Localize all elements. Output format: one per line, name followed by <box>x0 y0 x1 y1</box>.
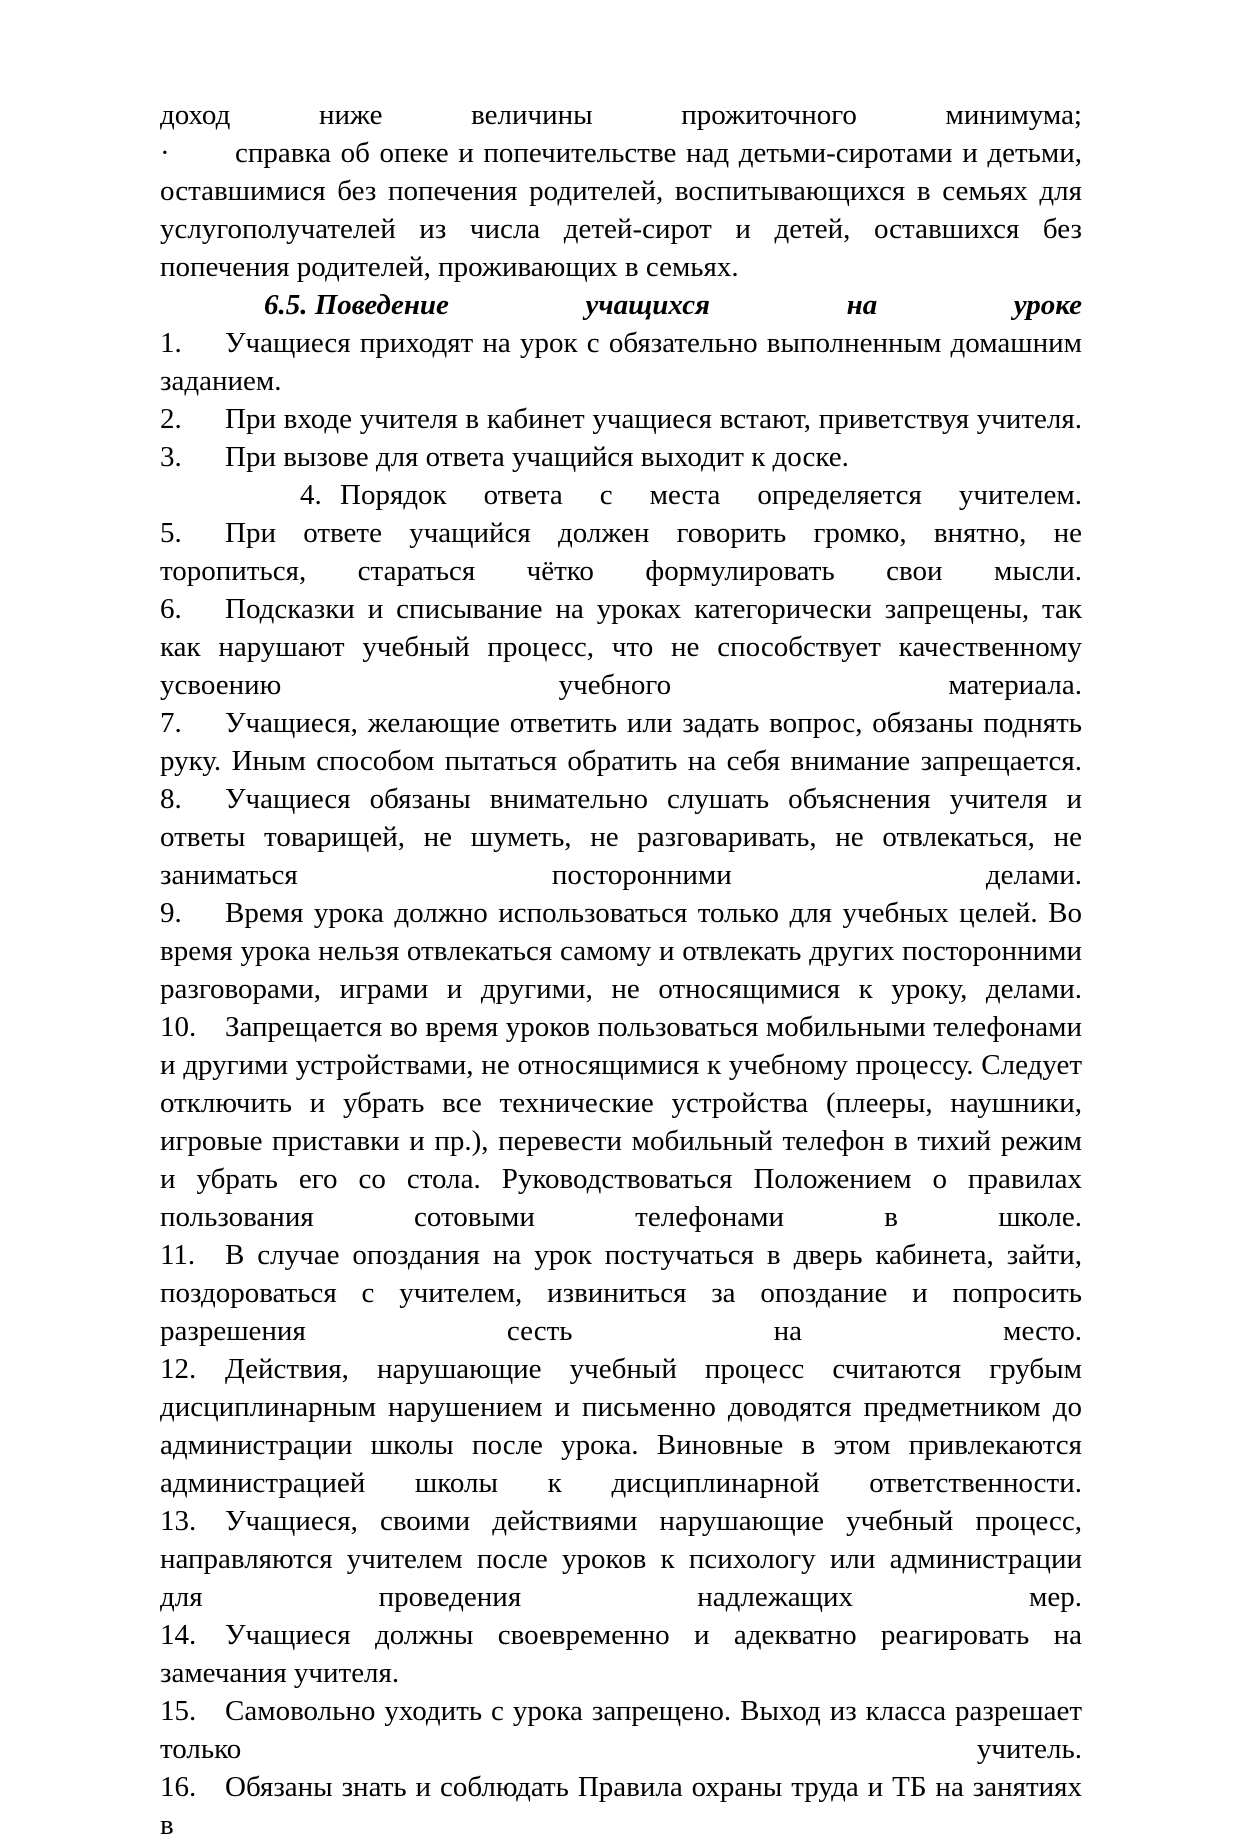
rule-number: 12. <box>160 1353 197 1385</box>
rule-text: Действия, нарушающие учебный процесс считаются грубым дисциплинарным нарушением и письменно доводятся предметником до администрации школы после урока. Виновные в этом привлекаются администрацией школы к дисциплинарной ответственности. <box>160 1353 1082 1499</box>
intro-paragraph-income: доход ниже величины прожиточного минимума; <box>160 99 1082 131</box>
rule-item-6 <box>160 590 1082 704</box>
intro-bullet-guardianship <box>160 134 1082 286</box>
rule-text: Учащиеся обязаны внимательно слушать объяснения учителя и ответы товарищей, не шуметь, не разговаривать, не отвлекаться, не заниматься посторонними делами. <box>160 783 1082 891</box>
rule-text: Обязаны знать и соблюдать Правила охраны труда и ТБ на занятиях в <box>160 1771 1082 1841</box>
rule-text: Порядок ответа с места определяется учителем. <box>340 479 1082 511</box>
intro-bullet-text: справка об опеке и попечительстве над детьми-сиротами и детьми, оставшимися без попечения родителей, воспитывающихся в семьях для услугополучателей из числа детей-сирот и детей, оставшихся без попечения родителей, проживающих в семьях. <box>160 137 1082 283</box>
rule-text: Подсказки и списывание на уроках категорически запрещены, так как нарушают учебный процесс, что не способствует качественному усвоению учебного материала. <box>160 593 1082 701</box>
rule-number: 16. <box>160 1771 197 1803</box>
rule-item-11 <box>160 1236 1082 1350</box>
rule-item-10 <box>160 1008 1082 1236</box>
rule-text: При ответе учащийся должен говорить громко, внятно, не торопиться, стараться чётко формулировать свои мысли. <box>160 517 1082 587</box>
rule-item-14 <box>160 1616 1082 1692</box>
rule-item-4 <box>160 476 1082 514</box>
rule-text: Учащиеся должны своевременно и адекватно реагировать на замечания учителя. <box>160 1619 1082 1689</box>
rule-item-9 <box>160 894 1082 1008</box>
rule-item-5 <box>160 514 1082 590</box>
rule-number: 1. <box>160 327 182 359</box>
rule-number: 8. <box>160 783 182 815</box>
rule-number: 2. <box>160 403 182 435</box>
rule-text: Запрещается во время уроков пользоваться мобильными телефонами и другими устройствами, не относящимися к учебному процессу. Следует отключить и убрать все технические устройства (плееры, наушники, игровые приставки и пр.), перевести мобильный телефон в тихий режим и убрать его со стола. Руководствоваться Положением о правилах пользования сотовыми телефонами в школе. <box>160 1011 1082 1233</box>
rule-number: 7. <box>160 707 182 739</box>
rule-item-3 <box>160 438 1082 476</box>
rule-number: 4. <box>300 479 322 511</box>
bullet-marker: · <box>160 137 170 169</box>
rule-text: В случае опоздания на урок постучаться в дверь кабинета, зайти, поздороваться с учителем, извиниться за опоздание и попросить разрешения сесть на место. <box>160 1239 1082 1347</box>
rule-number: 15. <box>160 1695 197 1727</box>
rule-number: 10. <box>160 1011 197 1043</box>
rule-number: 3. <box>160 441 182 473</box>
rule-text: Учащиеся, своими действиями нарушающие учебный процесс, направляются учителем после уроков к психологу или администрации для проведения надлежащих мер. <box>160 1505 1082 1613</box>
rule-item-2 <box>160 400 1082 438</box>
rule-text: При входе учителя в кабинет учащиеся встают, приветствуя учителя. <box>225 403 1082 435</box>
rule-text: Учащиеся, желающие ответить или задать вопрос, обязаны поднять руку. Иным способом пытаться обратить на себя внимание запрещается. <box>160 707 1082 777</box>
rule-text: Учащиеся приходят на урок с обязательно выполненным домашним заданием. <box>160 327 1082 397</box>
rule-item-15 <box>160 1692 1082 1768</box>
section-heading-title: учащихся на уроке <box>585 289 1083 321</box>
rule-number: 13. <box>160 1505 197 1537</box>
rule-text: Самовольно уходить с урока запрещено. Выход из класса разрешает только учитель. <box>160 1695 1082 1765</box>
rule-number: 5. <box>160 517 182 549</box>
section-heading-number: 6.5. Поведение <box>264 289 449 321</box>
rule-item-12 <box>160 1350 1082 1502</box>
rule-number: 9. <box>160 897 182 929</box>
rule-item-8 <box>160 780 1082 894</box>
rule-item-1 <box>160 324 1082 400</box>
rule-number: 14. <box>160 1619 197 1651</box>
rule-text: При вызове для ответа учащийся выходит к доске. <box>225 441 849 473</box>
section-heading <box>160 286 1082 324</box>
rule-item-7 <box>160 704 1082 780</box>
rule-number: 6. <box>160 593 182 625</box>
rule-text: Время урока должно использоваться только для учебных целей. Во время урока нельзя отвлекаться самому и отвлекать других посторонними разговорами, играми и другими, не относящимися к уроку, делами. <box>160 897 1082 1005</box>
rule-item-16 <box>160 1768 1082 1844</box>
rule-item-13 <box>160 1502 1082 1616</box>
rule-number: 11. <box>160 1239 196 1271</box>
